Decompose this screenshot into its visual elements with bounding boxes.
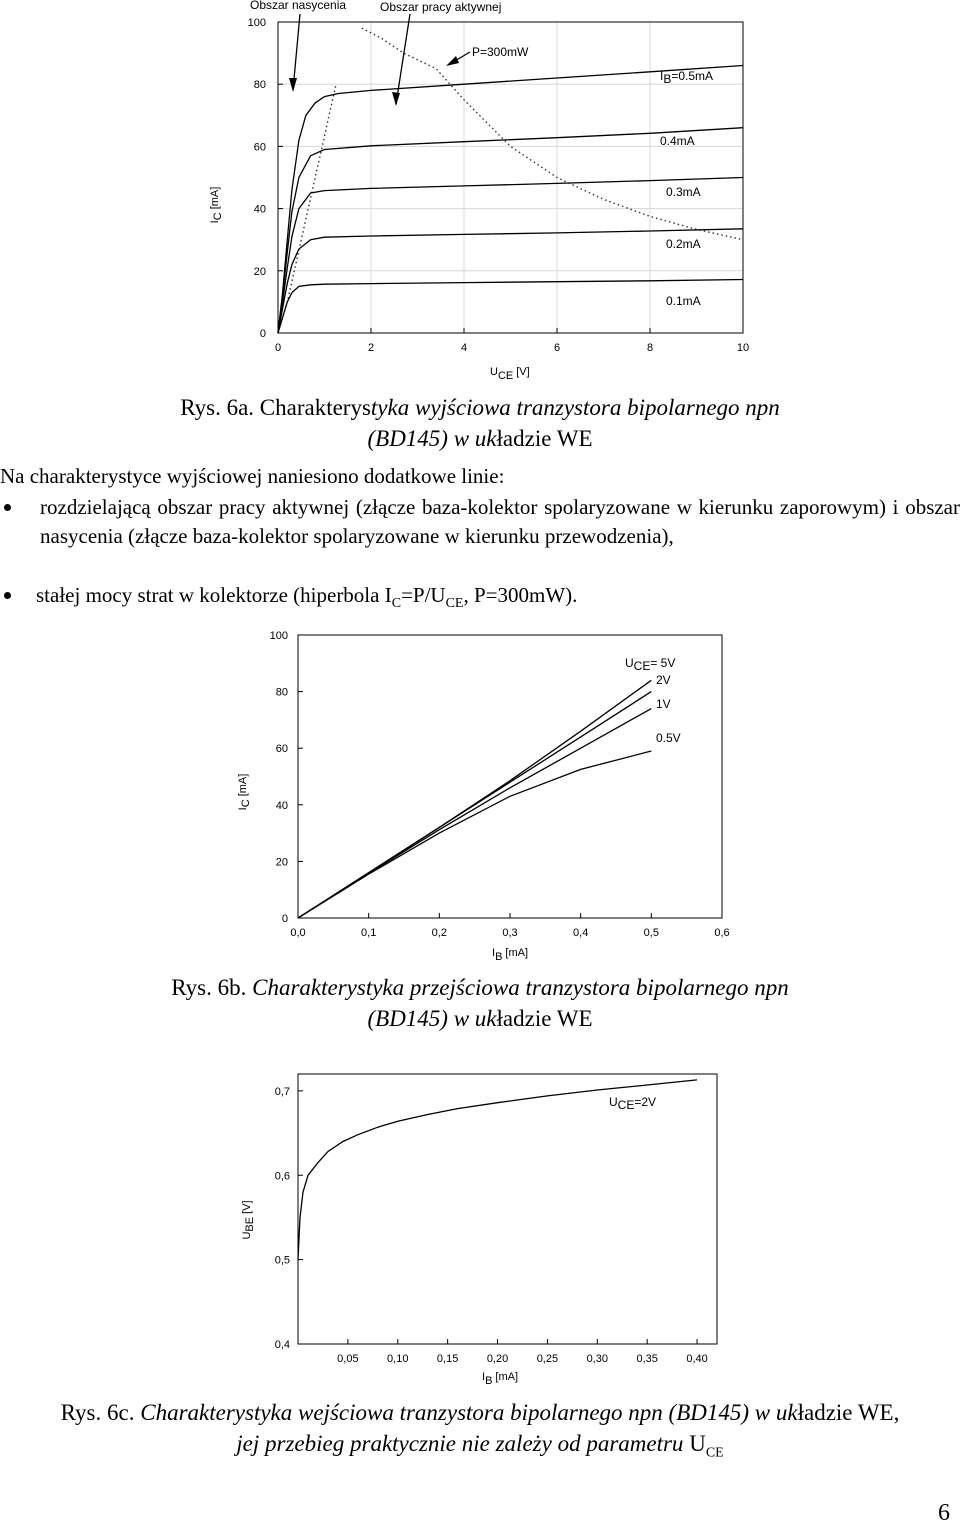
x-tick-label: 0,0 xyxy=(290,927,306,939)
annotation-active-region: Obszar pracy aktywnej xyxy=(380,0,502,14)
y-tick-label: 60 xyxy=(253,141,266,154)
figure-caption-6a: Rys. 6a. Charakterystyka wyjściowa tranzystora bipolarnego npn (BD145) w układzie WE xyxy=(180,395,780,451)
series-label-ib-05: IB=0.5mA xyxy=(660,69,714,86)
figure-caption-6c: Rys. 6c. Charakterystyka wejściowa tranzystora bipolarnego npn (BD145) w układzie WE, jej przebieg praktycznie nie zależy od parametru $U_{CE}$ xyxy=(60,1400,900,1461)
series-line xyxy=(298,751,651,918)
y-tick-label: 100 xyxy=(269,630,288,642)
series-label-ib-01: 0.1mA xyxy=(666,294,701,308)
x-tick-label: 0,6 xyxy=(714,927,730,939)
series-line xyxy=(298,680,651,918)
arrow-head xyxy=(392,92,400,106)
y-tick-label: 80 xyxy=(275,686,288,699)
x-tick-label: 0 xyxy=(274,342,282,354)
x-tick-label: 8 xyxy=(646,342,654,354)
svg-text:UBE[V]: UBE[V] xyxy=(241,1200,256,1240)
y-tick-label: 60 xyxy=(275,743,288,756)
y-tick-label: 0 xyxy=(259,328,266,340)
x-tick-label: 0,40 xyxy=(686,1353,708,1365)
x-tick-label: 0,10 xyxy=(387,1353,409,1365)
figure-caption-6b: Rys. 6b. Charakterystyka przejściowa tranzystora bipolarnego npn (BD145) w układzie WE xyxy=(171,975,789,1031)
x-tick-label: 0,20 xyxy=(486,1353,509,1365)
x-tick-label: 0,15 xyxy=(436,1353,459,1365)
x-axis-label: IB [mA] xyxy=(482,1371,519,1387)
bullet-dot xyxy=(4,592,11,599)
arrow-head xyxy=(289,78,297,92)
transfer-characteristic-chart xyxy=(0,620,960,970)
y-tick-label: 0,7 xyxy=(274,1085,290,1098)
x-tick-label: 0,25 xyxy=(536,1353,559,1365)
x-axis-label: IB [mA] xyxy=(492,947,529,963)
y-axis-label xyxy=(237,774,252,811)
y-tick-label: 0,6 xyxy=(274,1170,290,1183)
y-tick-label: 20 xyxy=(253,265,266,278)
annotation-arrow-active xyxy=(396,14,410,104)
axis-ticks xyxy=(275,1086,708,1365)
x-tick-label: 0,5 xyxy=(643,927,659,939)
series-label-uce-2v: 2V xyxy=(656,673,671,687)
series-lines xyxy=(298,680,651,918)
annotation-saturation: Obszar nasycenia xyxy=(250,0,347,12)
x-tick-label: 6 xyxy=(553,342,561,354)
series-lines xyxy=(278,66,743,334)
y-tick-label: 100 xyxy=(247,17,266,29)
arrow-head xyxy=(446,56,459,66)
x-tick-label: 4 xyxy=(460,342,468,354)
x-tick-label: 0,30 xyxy=(586,1353,608,1365)
y-axis-label xyxy=(241,1200,256,1239)
y-tick-label: 0 xyxy=(281,913,288,925)
x-tick-label: 0,35 xyxy=(636,1353,658,1365)
x-tick-label: 0,4 xyxy=(573,927,589,939)
x-tick-label: 10 xyxy=(736,342,750,354)
y-tick-label: 40 xyxy=(253,203,266,216)
x-tick-label: 0,2 xyxy=(431,927,447,939)
series-label-uce-05v: 0.5V xyxy=(656,731,681,745)
x-tick-label: 2 xyxy=(367,342,375,354)
bullet-text: rozdzielającą obszar pracy aktywnej (złącze baza-kolektor spolaryzowane w kierunku zaporowym) i obszar nasycenia (złącze baza-kolektor spolaryzowane w kierunku przewodzenia), xyxy=(40,495,960,548)
bullet-text: stałej mocy strat w kolektorze (hiperbola $I_C=P/U_{CE}$, P=300mW). xyxy=(36,583,578,612)
x-tick-label: 0,05 xyxy=(337,1353,359,1365)
input-characteristic-chart xyxy=(0,1060,960,1390)
series-line xyxy=(278,66,743,334)
output-characteristic-chart xyxy=(0,0,960,390)
y-tick-label: 0,5 xyxy=(274,1254,290,1267)
x-axis-label: UCE [V] xyxy=(490,366,530,382)
series-line xyxy=(278,178,743,334)
y-tick-label: 40 xyxy=(275,799,288,812)
series-label-ib-04: 0.4mA xyxy=(660,134,695,148)
y-tick-label: 20 xyxy=(275,856,288,869)
series-label-uce-1v: 1V xyxy=(656,697,671,711)
series-label-ib-03: 0.3mA xyxy=(666,185,701,199)
y-tick-label: 0,4 xyxy=(274,1339,290,1351)
series-line xyxy=(298,709,651,918)
svg-text:IC[mA]: IC[mA] xyxy=(237,773,252,811)
page-number: 6 xyxy=(938,1500,950,1526)
plot-frame xyxy=(298,1074,717,1344)
y-tick-label: 80 xyxy=(253,79,266,92)
x-tick-label: 0,1 xyxy=(361,927,377,939)
series-label-uce-5v: UCE= 5V xyxy=(625,656,676,673)
bullet-dot xyxy=(4,504,11,511)
y-axis-label xyxy=(209,187,224,224)
svg-text:IC[mA]: IC[mA] xyxy=(209,186,224,224)
x-tick-label: 0,3 xyxy=(502,927,518,939)
series-label-uce-2v: UCE=2V xyxy=(609,1095,657,1112)
series-label-ib-02: 0.2mA xyxy=(666,237,701,251)
intro-paragraph: Na charakterystyce wyjściowej naniesiono dodatkowe linie: xyxy=(0,464,505,488)
annotation-power: P=300mW xyxy=(472,45,529,59)
